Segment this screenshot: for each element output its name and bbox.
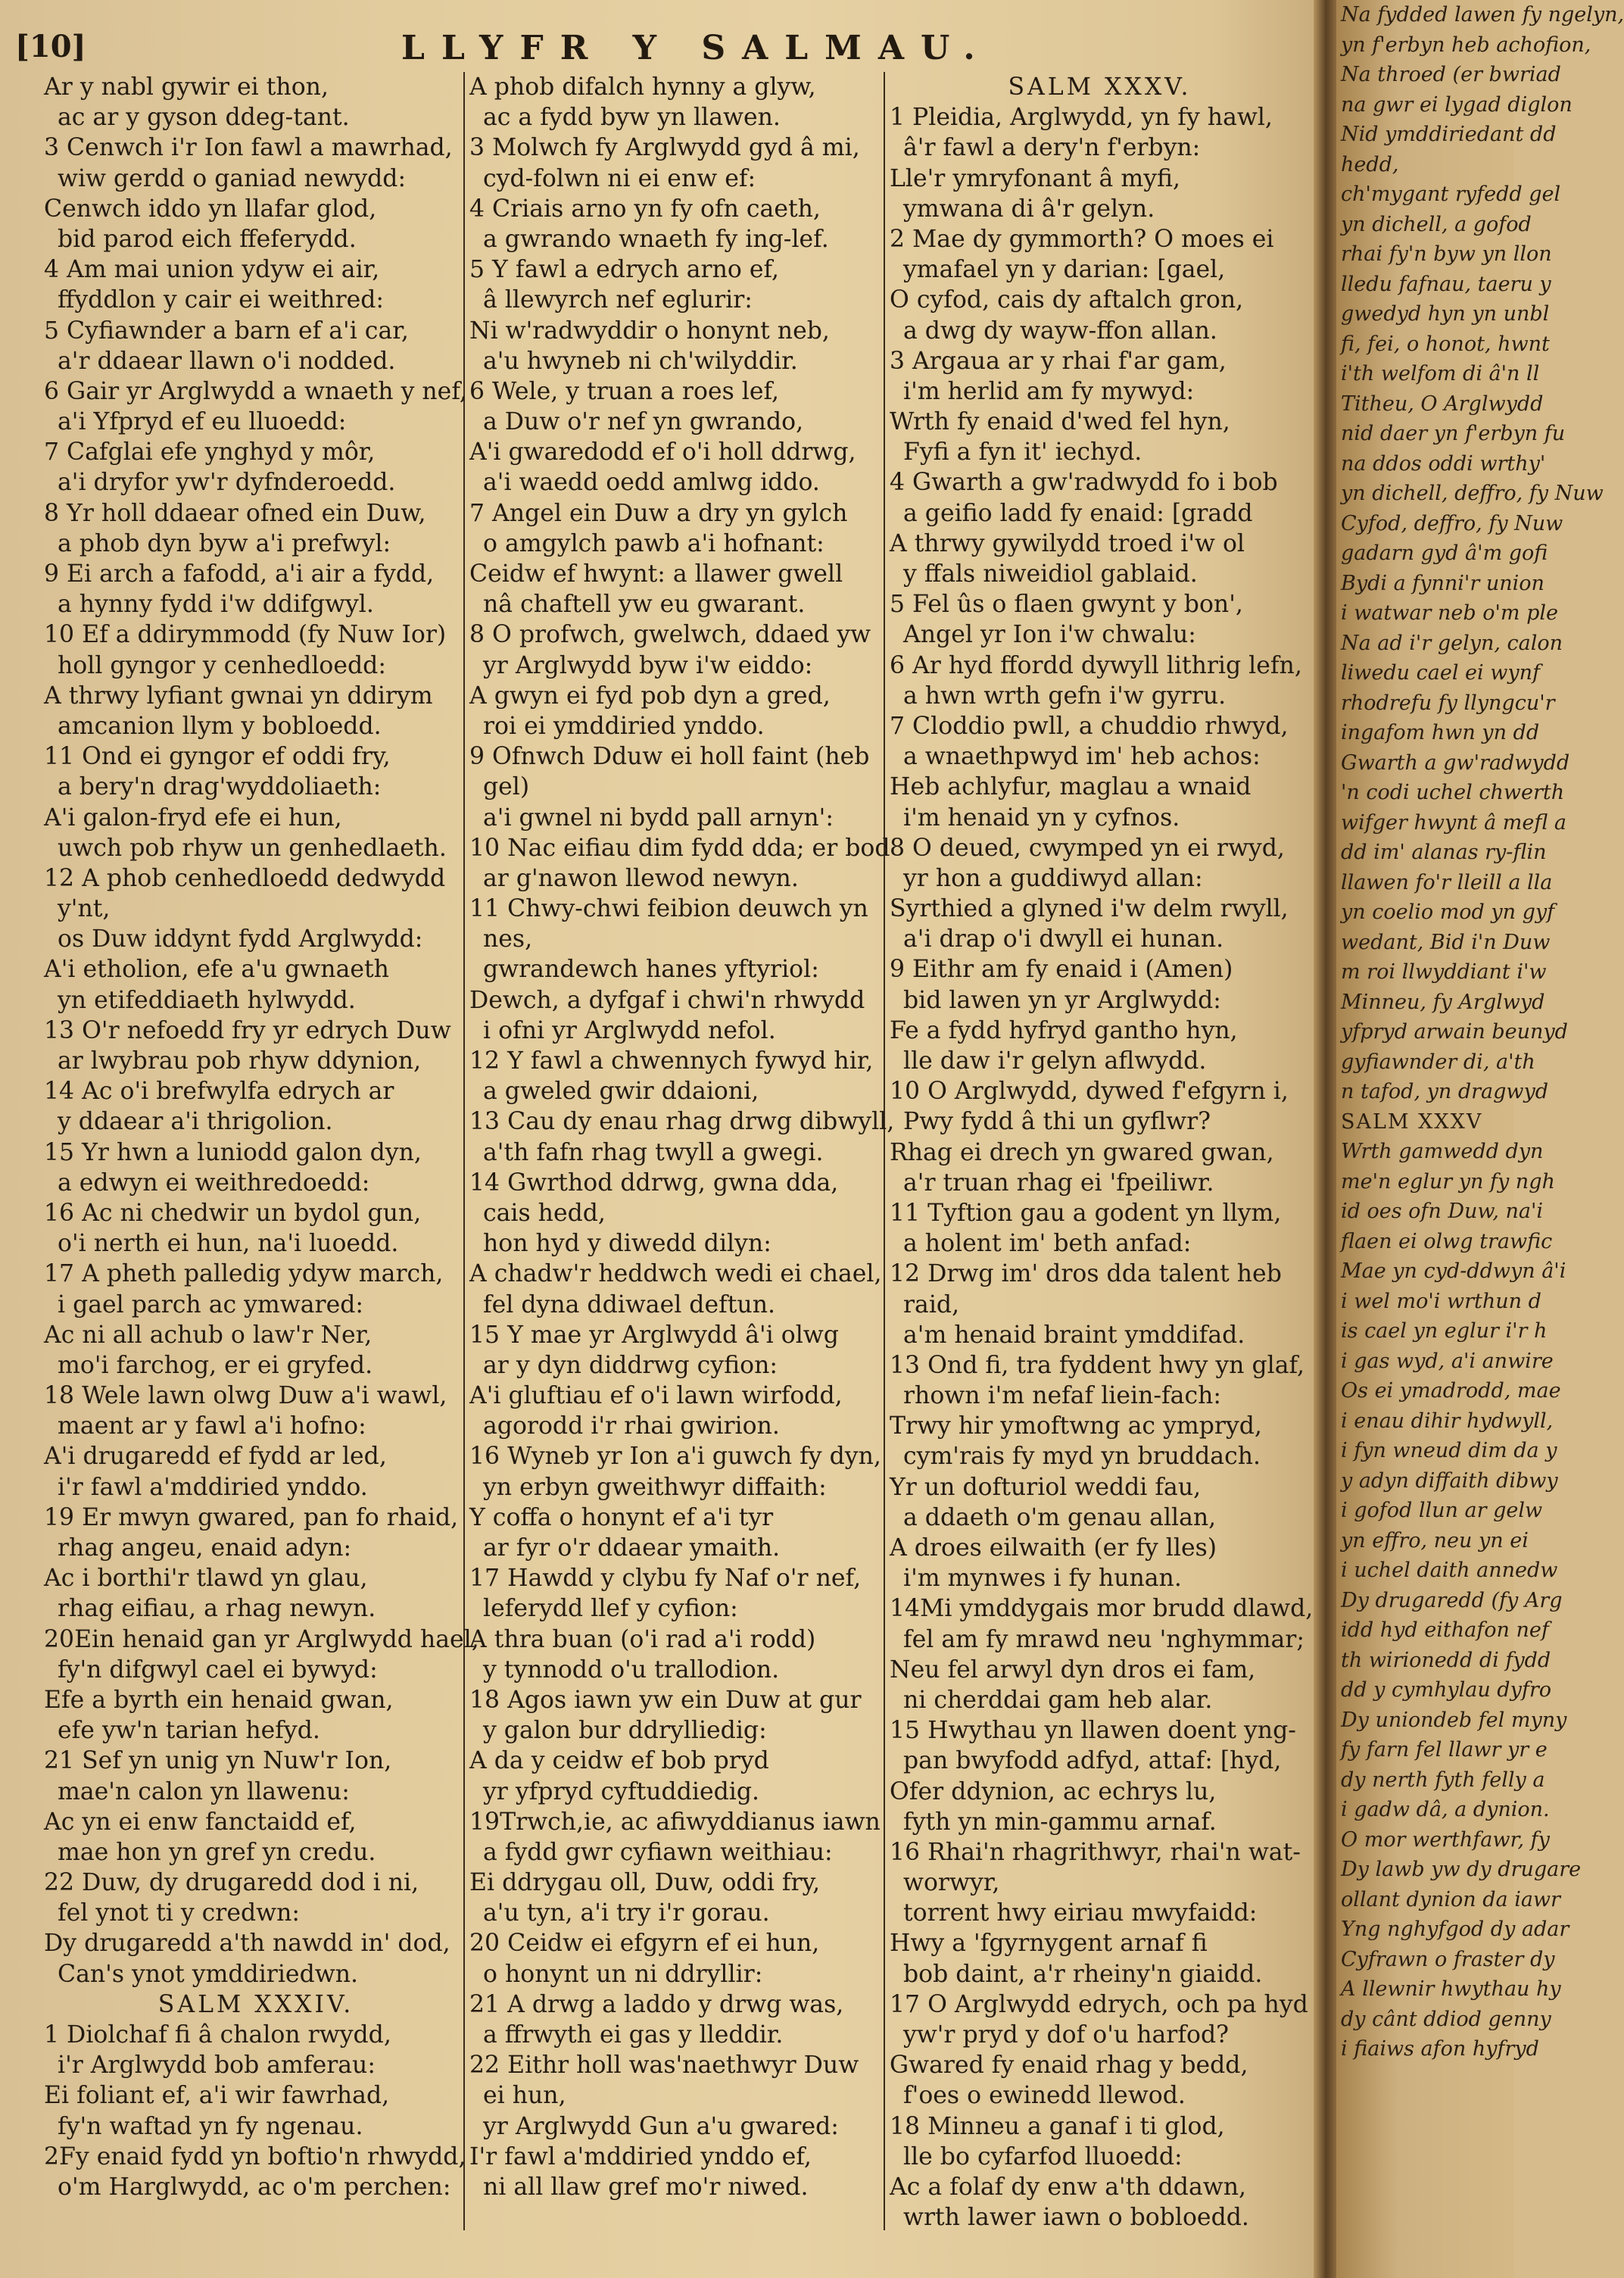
verse-line: Dy drugaredd a'th nawdd in' dod, <box>44 1930 450 1958</box>
facing-page-line: Cyfrawn o fraster dy <box>1341 1947 1555 1971</box>
facing-page-line: Na throed (er bwriad <box>1341 63 1561 86</box>
verse-line: Ofer ddynion, ac echrys lu, <box>890 1777 1217 1805</box>
verse-line: agorodd i'r rhai gwirion. <box>483 1412 780 1440</box>
verse-line: 4 Am mai union ydyw ei air, <box>44 256 380 284</box>
verse-line: a ffrwyth ei gas y lleddir. <box>483 2021 784 2049</box>
psalm-heading: SALM XXXIV. <box>157 1990 354 2018</box>
verse-line: 17 O Arglwydd edrych, och pa hyd <box>890 1990 1308 2018</box>
verse-line: 4 Criais arno yn fy ofn caeth, <box>469 195 821 223</box>
verse-line: Yr un dofturiol weddi fau, <box>890 1473 1202 1501</box>
verse-line: 11 Tyftion gau a godent yn llym, <box>890 1199 1282 1227</box>
verse-line: 3 Argaua ar y rhai f'ar gam, <box>890 347 1227 375</box>
facing-page-line: ollant dynion da iawr <box>1341 1887 1560 1911</box>
facing-page-line: i gadw dâ, a dynion. <box>1341 1798 1550 1821</box>
verse-line: a'i drap o'i dwyll ei hunan. <box>903 925 1224 953</box>
verse-line: O cyfod, cais dy aftalch gron, <box>890 286 1244 314</box>
facing-page-line: Wrth gamwedd dyn <box>1341 1140 1544 1163</box>
verse-line: a'i gwnel ni bydd pall arnyn': <box>483 804 834 832</box>
facing-page-line: hedd, <box>1341 152 1399 176</box>
verse-line: Ni w'radwyddir o honynt neb, <box>469 317 830 345</box>
verse-line: 9 Ei arch a fafodd, a'i air a fydd, <box>44 560 435 588</box>
verse-line: 18 Minneu a ganaf i ti glod, <box>890 2112 1225 2140</box>
verse-line: 16 Wyneb yr Ion a'i guwch fy dyn, <box>469 1443 881 1471</box>
verse-line: Hwy a 'fgyrnygent arnaf fi <box>890 1930 1208 1958</box>
verse-line: Ei ddrygau oll, Duw, oddi fry, <box>469 1869 821 1897</box>
verse-line: Efe a byrth ein henaid gwan, <box>44 1686 394 1714</box>
text-column-2 <box>469 72 893 2202</box>
facing-page-line: i gas wyd, a'i anwire <box>1341 1349 1554 1373</box>
verse-line: 3 Cenwch i'r Ion fawl a mawrhad, <box>44 134 453 162</box>
verse-line: a'u hwyneb ni ch'wilyddir. <box>483 347 798 375</box>
verse-line: gwrandewch hanes yftyriol: <box>483 956 819 984</box>
verse-line: maent ar y fawl a'i hofno: <box>58 1412 366 1440</box>
verse-line: ffyddlon y cair ei weithred: <box>58 286 385 314</box>
verse-line: 11 Chwy-chwi feibion deuwch yn <box>469 895 868 923</box>
verse-line: ni cherddai gam heb alar. <box>903 1686 1213 1714</box>
verse-line: 9 Eithr am fy enaid i (Amen) <box>890 956 1233 984</box>
verse-line: Pwy fydd â thi un gyflwr? <box>903 1108 1211 1136</box>
facing-page-line: Titheu, O Arglwydd <box>1341 392 1544 416</box>
verse-line: A phob difalch hynny a glyw, <box>469 73 816 101</box>
verse-line: ni all llaw gref mo'r niwed. <box>483 2173 809 2201</box>
verse-line: â llewyrch nef eglurir: <box>483 286 753 314</box>
verse-line: 4 Gwarth a gw'radwydd fo i bob <box>890 469 1278 497</box>
facing-page-line: O mor werthfawr, fy <box>1341 1827 1550 1852</box>
facing-page-line: lledu fafnau, taeru y <box>1341 272 1551 296</box>
verse-line: 7 Cloddio pwll, a chuddio rhwyd, <box>890 712 1289 740</box>
verse-line: mae hon yn gref yn credu. <box>58 1838 376 1866</box>
text-column-3 <box>890 72 1314 2233</box>
facing-page-fragment <box>1336 0 1624 2278</box>
verse-line: 1 Pleidia, Arglwydd, yn fy hawl, <box>890 104 1273 132</box>
facing-page-line: yn f'erbyn heb achofion, <box>1341 33 1591 57</box>
verse-line: ar y dyn diddrwg cyfion: <box>483 1351 778 1379</box>
verse-line: ar lwybrau pob rhyw ddynion, <box>58 1047 422 1075</box>
verse-line: 6 Ar hyd ffordd dywyll lithrig lefn, <box>890 651 1302 679</box>
verse-line: a edwyn ei weithredoedd: <box>58 1169 370 1197</box>
facing-page-line: A llewnir hwythau hy <box>1341 1977 1561 2001</box>
verse-line: a'r ddaear llawn o'i nodded. <box>58 347 396 375</box>
verse-line: a Duw o'r nef yn gwrando, <box>483 408 804 436</box>
verse-line: lle daw i'r gelyn aflwydd. <box>903 1047 1207 1075</box>
verse-line: a'u tyn, a'i try i'r gorau. <box>483 1899 770 1927</box>
facing-page-line: rhai fy'n byw yn llon <box>1341 242 1552 266</box>
facing-page-line: dy nerth fyth felly a <box>1341 1768 1545 1792</box>
book-gutter <box>1314 0 1336 2278</box>
facing-page-line: 'n codi uchel chwerth <box>1341 781 1565 804</box>
facing-page-line: na gwr ei lygad diglon <box>1341 92 1573 117</box>
verse-line: 19 Er mwyn gwared, pan fo rhaid, <box>44 1503 459 1531</box>
facing-page-line: i fiaiws afon hyfryd <box>1341 2037 1539 2061</box>
verse-line: 1 Diolchaf fi â chalon rwydd, <box>44 2021 391 2049</box>
verse-line: os Duw iddynt fydd Arglwydd: <box>58 925 423 953</box>
verse-line: o amgylch pawb a'i hofnant: <box>483 529 824 557</box>
verse-line: 16 Rhai'n rhagrithwyr, rhai'n wat- <box>890 1838 1301 1866</box>
verse-line: 9 Ofnwch Dduw ei holl faint (heb <box>469 743 870 771</box>
verse-line: 5 Fel ûs o flaen gwynt y bon', <box>890 591 1243 619</box>
facing-page-line: Nid ymddiriedant dd <box>1341 123 1557 146</box>
verse-line: A da y ceidw ef bob pryd <box>469 1747 769 1775</box>
facing-page-line: Dy drugaredd (fy Arg <box>1341 1588 1563 1612</box>
facing-page-line: wifger hwynt â mefl a <box>1341 810 1567 835</box>
verse-line: i ofni yr Arglwydd nefol. <box>483 1016 776 1044</box>
facing-page-line: Dy uniondeb fel myny <box>1341 1708 1567 1732</box>
verse-line: 6 Gair yr Arglwydd a wnaeth y nef, <box>44 377 467 405</box>
verse-line: Lle'r ymryfonant â myfi, <box>890 164 1181 192</box>
verse-line: Ac yn ei enw fanctaidd ef, <box>44 1808 357 1836</box>
verse-line: y tynnodd o'u trallodion. <box>483 1655 780 1684</box>
verse-line: 8 O profwch, gwelwch, ddaed yw <box>469 621 871 649</box>
facing-page-line: dy cânt ddiod genny <box>1341 2007 1551 2031</box>
verse-line: I'r fawl a'mddiried ynddo ef, <box>469 2142 812 2170</box>
verse-line: fel dyna ddiwael deftun. <box>483 1290 776 1318</box>
verse-line: a'r truan rhag ei 'fpeiliwr. <box>903 1169 1214 1197</box>
verse-line: ac a fydd byw yn llawen. <box>483 104 781 132</box>
facing-page-line: Bydi a fynni'r union <box>1341 571 1545 595</box>
verse-line: a'm henaid braint ymddifad. <box>903 1321 1245 1349</box>
verse-line: Fyfi a fyn it' iechyd. <box>903 438 1142 467</box>
verse-line: 6 Wele, y truan a roes lef, <box>469 377 780 405</box>
facing-page-line: Mae yn cyd-ddwyn â'i <box>1341 1259 1566 1283</box>
verse-line: fy'n waftad yn fy ngenau. <box>58 2112 363 2140</box>
verse-line: 22 Eithr holl was'naethwyr Duw <box>469 2052 859 2080</box>
verse-line: 7 Angel ein Duw a dry yn gylch <box>469 499 848 527</box>
verse-line: 2 Mae dy gymmorth? O moes ei <box>890 225 1274 253</box>
verse-line: rhown i'm nefaf liein-fach: <box>903 1382 1222 1410</box>
verse-line: 13 O'r nefoedd fry yr edrych Duw <box>44 1016 451 1044</box>
verse-line: worwyr, <box>903 1869 1000 1897</box>
facing-page-line: n tafod, yn dragwyd <box>1341 1080 1549 1103</box>
verse-line: Ar y nabl gywir ei thon, <box>44 73 329 101</box>
verse-line: 10 Ef a ddirymmodd (fy Nuw Ior) <box>44 621 447 649</box>
verse-line: Ac i borthi'r tlawd yn glau, <box>44 1565 368 1593</box>
facing-page-line: Gwarth a gw'radwydd <box>1341 750 1570 775</box>
facing-page-line: i enau dihir hydwyll, <box>1341 1409 1554 1433</box>
verse-line: lle bo cyfarfod lluoedd: <box>903 2142 1183 2170</box>
verse-line: Can's ynot ymddiriedwn. <box>58 1960 358 1988</box>
facing-page-line: yn coelio mod yn gyf <box>1341 900 1555 924</box>
facing-page-line: yn dichell, a gofod <box>1341 212 1532 236</box>
facing-page-line: i'th welfom di â'n ll <box>1341 362 1540 385</box>
verse-line: hon hyd y diwedd dilyn: <box>483 1230 771 1258</box>
facing-page-line: i gofod llun ar gelw <box>1341 1499 1543 1522</box>
running-title: LLYFR Y SALMAU. <box>401 29 992 67</box>
facing-page-line: yfpryd arwain beunyd <box>1341 1020 1568 1044</box>
facing-page-line: gyfiawnder di, a'th <box>1341 1050 1535 1074</box>
verse-line: leferydd llef y cyfion: <box>483 1595 738 1623</box>
verse-line: 15 Y mae yr Arglwydd â'i olwg <box>469 1321 839 1349</box>
verse-line: 18 Wele lawn olwg Duw a'i wawl, <box>44 1382 447 1410</box>
verse-line: roi ei ymddiried ynddo. <box>483 712 765 740</box>
verse-line: 17 Hawdd y clybu fy Naf o'r nef, <box>469 1565 862 1593</box>
verse-line: 18 Agos iawn yw ein Duw at gur <box>469 1686 862 1714</box>
verse-line: rhag eifiau, a rhag newyn. <box>58 1595 376 1623</box>
verse-line: i gael parch ac ymwared: <box>58 1290 364 1318</box>
verse-line: Trwy hir ymoftwng ac ympryd, <box>890 1412 1262 1440</box>
verse-line: A thrwy gywilydd troed i'w ol <box>890 529 1245 557</box>
facing-page-line: gadarn gyd â'm gofi <box>1341 541 1548 565</box>
facing-page-line: me'n eglur yn fy ngh <box>1341 1169 1555 1194</box>
verse-line: o'i nerth ei hun, na'i luoedd. <box>58 1230 399 1258</box>
facing-page-line: Yng nghyfgod dy adar <box>1341 1918 1569 1941</box>
verse-line: 13 Cau dy enau rhag drwg dibwyll, <box>469 1108 895 1136</box>
verse-line: 14Mi ymddygais mor brudd dlawd, <box>890 1595 1314 1623</box>
verse-line: A'i galon-fryd efe ei hun, <box>44 804 342 832</box>
verse-line: i'r Arglwydd bob amferau: <box>58 2052 376 2080</box>
verse-line: A'i drugaredd ef fydd ar led, <box>44 1443 387 1471</box>
verse-line: ymwana di â'r gelyn. <box>903 195 1155 223</box>
verse-line: a wnaethpwyd im' heb achos: <box>903 743 1261 771</box>
verse-line: A thra buan (o'i rad a'i rodd) <box>469 1625 816 1653</box>
verse-line: a holent im' beth anfad: <box>903 1230 1192 1258</box>
verse-line: 8 O deued, cwymped yn ei rwyd, <box>890 834 1285 862</box>
verse-line: fel ynot ti y credwn: <box>58 1899 301 1927</box>
verse-line: A chadw'r heddwch wedi ei chael, <box>469 1260 882 1288</box>
verse-line: 12 Y fawl a chwennych fywyd hir, <box>469 1047 874 1075</box>
verse-line: bid lawen yn yr Arglwydd: <box>903 986 1221 1014</box>
facing-page-line: Cyfod, deffro, fy Nuw <box>1341 511 1563 535</box>
verse-line: mo'i farchog, er ei gryfed. <box>58 1351 373 1379</box>
verse-line: 21 Sef yn unig yn Nuw'r Ion, <box>44 1747 392 1775</box>
verse-line: 10 O Arglwydd, dywed f'efgyrn i, <box>890 1078 1289 1106</box>
verse-line: fy'n difgwyl cael ei bywyd: <box>58 1655 378 1684</box>
verse-line: 14 Gwrthod ddrwg, gwna dda, <box>469 1169 839 1197</box>
verse-line: ei hun, <box>483 2082 566 2110</box>
verse-line: A thrwy lyfiant gwnai yn ddirym <box>44 682 433 710</box>
facing-page-line: na ddos oddi wrthy' <box>1341 451 1546 476</box>
verse-line: bid parod eich ffeferydd. <box>58 225 357 253</box>
verse-line: a dwg dy wayw-ffon allan. <box>903 317 1217 345</box>
facing-page-line: yn dichell, deffro, fy Nuw <box>1341 482 1604 505</box>
verse-line: 3 Molwch fy Arglwydd gyd â mi, <box>469 134 860 162</box>
verse-line: yr Arglwydd byw i'w eiddo: <box>483 651 813 679</box>
psalm-heading: SALM XXXV. <box>1008 73 1192 101</box>
verse-line: mae'n calon yn llawenu: <box>58 1777 350 1805</box>
facing-page-line: i fyn wneud dim da y <box>1341 1439 1557 1462</box>
verse-line: ymafael yn y darian: [gael, <box>903 256 1226 284</box>
verse-line: pan bwyfodd adfyd, attaf: [hyd, <box>903 1747 1282 1775</box>
verse-line: Heb achlyfur, maglau a wnaid <box>890 773 1252 801</box>
verse-line: a fydd gwr cyfiawn weithiau: <box>483 1838 833 1866</box>
verse-line: i'r fawl a'mddiried ynddo. <box>58 1473 368 1501</box>
verse-line: cais hedd, <box>483 1199 606 1227</box>
facing-page-line: rhodrefu fy llyngcu'r <box>1341 691 1555 715</box>
verse-line: 15 Hwythau yn llawen doent yng- <box>890 1717 1296 1745</box>
verse-line: yw'r pryd y dof o'u harfod? <box>903 2021 1230 2049</box>
verse-line: 13 Ond fi, tra fyddent hwy yn glaf, <box>890 1351 1305 1379</box>
verse-line: fel am fy mrawd neu 'nghymmar; <box>903 1625 1304 1653</box>
verse-line: a'i dryfor yw'r dyfnderoedd. <box>58 469 396 497</box>
verse-line: ar fyr o'r ddaear ymaith. <box>483 1534 781 1562</box>
text-column-1 <box>44 72 479 2202</box>
verse-line: 8 Yr holl ddaear ofned ein Duw, <box>44 499 426 527</box>
verse-line: 12 A phob cenhedloedd dedwydd <box>44 864 446 892</box>
verse-line: Rhag ei drech yn gwared gwan, <box>890 1138 1274 1166</box>
verse-line: bob daint, a'r rheiny'n giaidd. <box>903 1960 1263 1988</box>
facing-page-line: fy farn fel llawr yr e <box>1341 1738 1548 1762</box>
facing-page-line: dd im' alanas ry-flin <box>1341 841 1547 864</box>
verse-line: a'i waedd oedd amlwg iddo. <box>483 469 820 497</box>
verse-line: nes, <box>483 925 533 953</box>
verse-line: A droes eilwaith (er fy lles) <box>890 1534 1217 1562</box>
verse-line: A'i gluftiau ef o'i lawn wirfodd, <box>469 1382 843 1410</box>
page-header <box>0 29 1317 74</box>
facing-page-line: Minneu, fy Arglwyd <box>1341 990 1545 1014</box>
verse-line: A'i gwaredodd ef o'i holl ddrwg, <box>469 438 856 467</box>
facing-page-line: liwedu cael ei wynf <box>1341 661 1540 685</box>
verse-line: o honynt un ni ddryllir: <box>483 1960 763 1988</box>
verse-line: â'r fawl a dery'n f'erbyn: <box>903 134 1201 162</box>
verse-line: a'i Yfpryd ef eu lluoedd: <box>58 408 347 436</box>
verse-line: Gwared fy enaid rhag y bedd, <box>890 2052 1248 2080</box>
verse-line: cym'rais fy myd yn bruddach. <box>903 1443 1261 1471</box>
verse-line: 19Trwch,ie, ac afiwyddianus iawn <box>469 1808 881 1836</box>
facing-page-line: i watwar neb o'm ple <box>1341 601 1558 625</box>
verse-line: i'm henaid yn y cyfnos. <box>903 804 1180 832</box>
verse-line: holl gyngor y cenhedloedd: <box>58 651 386 679</box>
verse-line: Angel yr Ion i'w chwalu: <box>903 621 1196 649</box>
facing-page-line: wedant, Bid i'n Duw <box>1341 930 1551 954</box>
facing-page-line: idd hyd eithafon nef <box>1341 1618 1549 1642</box>
verse-line: a gwrando wnaeth fy ing-lef. <box>483 225 829 253</box>
verse-line: y'nt, <box>58 895 111 923</box>
facing-page-line: i wel mo'i wrthun d <box>1341 1289 1541 1313</box>
facing-page-line: i uchel daith annedw <box>1341 1559 1558 1582</box>
verse-line: f'oes o ewinedd llewod. <box>903 2082 1186 2110</box>
facing-page-line: dd y cymhylau dyfro <box>1341 1678 1552 1702</box>
facing-page-line: Na ad i'r gelyn, calon <box>1341 631 1563 655</box>
facing-page-line: Dy lawb yw dy drugare <box>1341 1858 1582 1881</box>
facing-page-line: ch'mygant ryfedd gel <box>1341 183 1561 206</box>
facing-page-line: Os ei ymadrodd, mae <box>1341 1379 1561 1403</box>
verse-line: gel) <box>483 773 530 801</box>
facing-page-line: y adyn diffaith dibwy <box>1341 1468 1558 1493</box>
verse-line: wrth lawer iawn o bobloedd. <box>903 2204 1249 2232</box>
verse-line: Ceidw ef hwynt: a llawer gwell <box>469 560 843 588</box>
verse-line: y galon bur ddrylliedig: <box>483 1717 767 1745</box>
facing-page-line: gwedyd hyn yn unbl <box>1341 302 1550 326</box>
verse-line: A'i etholion, efe a'u gwnaeth <box>44 956 389 984</box>
verse-line: 22 Duw, dy drugaredd dod i ni, <box>44 1869 419 1897</box>
verse-line: a hwn wrth gefn i'w gyrru. <box>903 682 1227 710</box>
facing-page-line: yn effro, neu yn ei <box>1341 1528 1529 1552</box>
verse-line: a geifio ladd fy enaid: [gradd <box>903 499 1253 527</box>
verse-line: yn etifeddiaeth hylwydd. <box>58 986 356 1014</box>
verse-line: o'm Harglwydd, ac o'm perchen: <box>58 2173 451 2201</box>
verse-line: 7 Cafglai efe ynghyd y môr, <box>44 438 376 467</box>
verse-line: 5 Y fawl a edrych arno ef, <box>469 256 780 284</box>
page-number: [10] <box>15 29 86 64</box>
verse-line: 10 Nac eifiau dim fydd dda; er bod <box>469 834 890 862</box>
verse-line: a bery'n drag'wyddoliaeth: <box>58 773 382 801</box>
verse-line: Ac ni all achub o law'r Ner, <box>44 1321 372 1349</box>
verse-line: a hynny fydd i'w ddifgwyl. <box>58 591 374 619</box>
verse-line: uwch pob rhyw un genhedlaeth. <box>58 834 447 862</box>
facing-page-line: th wirionedd di fydd <box>1341 1648 1551 1672</box>
verse-line: Cenwch iddo yn llafar glod, <box>44 195 377 223</box>
verse-line: Syrthied a glyned i'w delm rwyll, <box>890 895 1289 923</box>
verse-line: y ffals niweidiol gablaid. <box>903 560 1198 588</box>
facing-page-line: Na fydded lawen fy ngelyn, <box>1341 3 1624 27</box>
verse-line: i'm mynwes i fy hunan. <box>903 1565 1182 1593</box>
verse-line: i'm herlid am fy mywyd: <box>903 377 1195 405</box>
verse-line: a gweled gwir ddaioni, <box>483 1078 759 1106</box>
verse-line: 20 Ceidw ei efgyrn ef ei hun, <box>469 1930 820 1958</box>
verse-line: rhag angeu, enaid adyn: <box>58 1534 352 1562</box>
verse-line: wiw gerdd o ganiad newydd: <box>58 164 407 192</box>
facing-page-line: m roi llwyddiant i'w <box>1341 960 1547 984</box>
verse-line: a ddaeth o'm genau allan, <box>903 1503 1217 1531</box>
facing-page-line: SALM XXXV <box>1341 1109 1483 1134</box>
verse-line: fyth yn min-gammu arnaf. <box>903 1808 1217 1836</box>
verse-line: Ac a folaf dy enw a'th ddawn, <box>890 2173 1246 2201</box>
verse-line: 11 Ond ei gyngor ef oddi fry, <box>44 743 391 771</box>
verse-line: y ddaear a'i thrigolion. <box>58 1108 333 1136</box>
verse-line: Y coffa o honynt ef a'i tyr <box>469 1503 774 1531</box>
verse-line: A gwyn ei fyd pob dyn a gred, <box>469 682 831 710</box>
verse-line: amcanion llym y bobloedd. <box>58 712 382 740</box>
facing-page-line: flaen ei olwg trawfic <box>1341 1229 1553 1253</box>
verse-line: Dewch, a dyfgaf i chwi'n rhwydd <box>469 986 865 1014</box>
verse-line: ac ar y gyson ddeg-tant. <box>58 104 350 132</box>
facing-page-line: nid daer yn f'erbyn fu <box>1341 422 1566 445</box>
verse-line: 21 A drwg a laddo y drwg was, <box>469 1990 844 2018</box>
verse-line: nâ chaftell yw eu gwarant. <box>483 591 806 619</box>
verse-line: Neu fel arwyl dyn dros ei fam, <box>890 1655 1256 1684</box>
facing-page-line: id oes ofn Duw, na'i <box>1341 1200 1544 1223</box>
verse-line: 16 Ac ni chedwir un bydol gun, <box>44 1199 422 1227</box>
verse-line: 2Fy enaid fydd yn boftio'n rhwydd, <box>44 2142 466 2170</box>
verse-line: Ei foliant ef, a'i wir fawrhad, <box>44 2082 390 2110</box>
verse-line: 20Ein henaid gan yr Arglwydd hael, <box>44 1625 479 1653</box>
verse-line: 14 Ac o'i brefwylfa edrych ar <box>44 1078 394 1106</box>
verse-line: 17 A pheth palledig ydyw march, <box>44 1260 444 1288</box>
verse-line: 12 Drwg im' dros dda talent heb <box>890 1260 1282 1288</box>
verse-line: yn erbyn gweithwyr diffaith: <box>483 1473 827 1501</box>
facing-page-line: is cael yn eglur i'r h <box>1341 1319 1548 1343</box>
verse-line: raid, <box>903 1290 960 1318</box>
facing-page-line: ingafom hwn yn dd <box>1341 721 1540 744</box>
verse-line: torrent hwy eiriau mwyfaidd: <box>903 1899 1258 1927</box>
verse-line: efe yw'n tarian hefyd. <box>58 1717 320 1745</box>
verse-line: Wrth fy enaid d'wed fel hyn, <box>890 408 1230 436</box>
verse-line: a'th fafn rhag twyll a gwegi. <box>483 1138 824 1166</box>
verse-line: yr yfpryd cyftuddiedig. <box>483 1777 760 1805</box>
facing-page-line: llawen fo'r lleill a lla <box>1341 870 1553 894</box>
verse-line: yr Arglwydd Gun a'u gwared: <box>483 2112 839 2140</box>
verse-line: ar g'nawon llewod newyn. <box>483 864 799 892</box>
verse-line: yr hon a guddiwyd allan: <box>903 864 1203 892</box>
verse-line: cyd-folwn ni ei enw ef: <box>483 164 756 192</box>
verse-line: Fe a fydd hyfryd gantho hyn, <box>890 1016 1238 1044</box>
facing-page-line: fi, fei, o honot, hwnt <box>1341 332 1550 356</box>
verse-line: 5 Cyfiawnder a barn ef a'i car, <box>44 317 409 345</box>
verse-line: 15 Yr hwn a luniodd galon dyn, <box>44 1138 422 1166</box>
verse-line: a phob dyn byw a'i prefwyl: <box>58 529 391 557</box>
